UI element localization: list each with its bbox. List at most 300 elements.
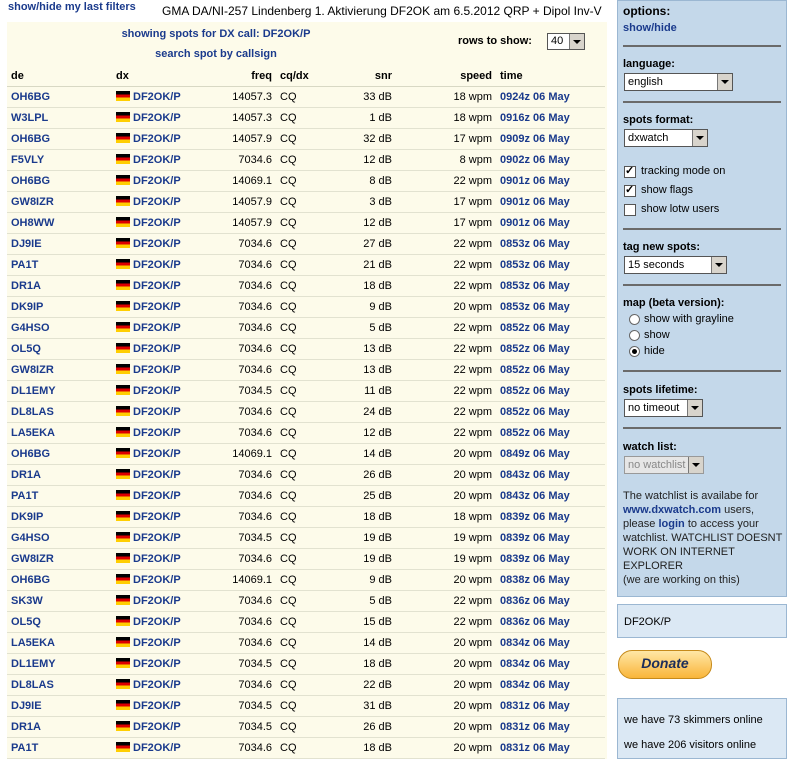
dx-callsign[interactable] — [112, 297, 206, 318]
germany-flag-icon — [116, 553, 130, 563]
radio-unselected-icon — [629, 330, 640, 341]
frequency-cell — [206, 213, 276, 234]
speed-cell-text: 22 wpm — [453, 280, 492, 292]
spotter-callsign[interactable] — [7, 213, 112, 234]
snr-cell-text: 27 dB — [363, 238, 392, 250]
frequency-cell-text: 7034.6 — [238, 238, 272, 250]
spotter-callsign[interactable] — [7, 360, 112, 381]
frequency-cell — [206, 87, 276, 108]
time-cell — [496, 486, 605, 507]
dx-callsign-text: DF2OK/P — [133, 553, 181, 565]
cq-cell — [276, 423, 336, 444]
dx-callsign-text: DF2OK/P — [133, 742, 181, 754]
time-cell — [496, 234, 605, 255]
snr-cell-text: 5 dB — [369, 322, 392, 334]
time-cell — [496, 612, 605, 633]
time-cell — [496, 717, 605, 738]
spots-format-select[interactable] — [624, 129, 708, 147]
dx-callsign-text: DF2OK/P — [133, 91, 181, 103]
snr-cell — [336, 171, 396, 192]
snr-cell-text: 21 dB — [363, 259, 392, 271]
time-cell-text: 0853z 06 May — [500, 238, 570, 250]
snr-cell — [336, 675, 396, 696]
germany-flag-icon — [116, 448, 130, 458]
column-header-cqdx: cq/dx — [276, 66, 336, 87]
dx-callsign[interactable] — [112, 696, 206, 717]
cq-cell-text: CQ — [280, 595, 297, 607]
frequency-cell — [206, 192, 276, 213]
donate-button[interactable]: Donate — [618, 650, 712, 679]
dx-callsign[interactable] — [112, 339, 206, 360]
speed-cell — [396, 570, 496, 591]
table-row — [7, 402, 605, 423]
spotter-callsign[interactable] — [7, 738, 112, 759]
cq-cell-text: CQ — [280, 259, 297, 271]
dx-callsign[interactable] — [112, 654, 206, 675]
spotter-callsign[interactable] — [7, 423, 112, 444]
spotter-callsign-text: OH6BG — [11, 175, 51, 187]
time-cell-text: 0853z 06 May — [500, 259, 570, 271]
spotter-callsign-text: G4HSO — [11, 322, 50, 334]
spotter-callsign[interactable] — [7, 444, 112, 465]
tag-new-spots-value: 15 seconds — [628, 259, 685, 271]
frequency-cell-text: 14069.1 — [232, 574, 272, 586]
speed-cell-text: 18 wpm — [453, 511, 492, 523]
cq-cell-text: CQ — [280, 196, 297, 208]
spotter-callsign-text: DL1EMY — [11, 385, 56, 397]
language-select[interactable] — [624, 73, 733, 91]
snr-cell — [336, 87, 396, 108]
speed-cell — [396, 213, 496, 234]
spotter-callsign[interactable] — [7, 234, 112, 255]
time-cell — [496, 444, 605, 465]
time-cell-text: 0901z 06 May — [500, 175, 570, 187]
time-cell-text: 0831z 06 May — [500, 700, 570, 712]
speed-cell-text: 22 wpm — [453, 364, 492, 376]
table-row — [7, 717, 605, 738]
spots-format-label: spots format: — [623, 114, 694, 126]
speed-cell-text: 20 wpm — [453, 490, 492, 502]
watchlist-text: watchlist. WATCHLIST DOESNT — [623, 532, 783, 544]
time-cell — [496, 528, 605, 549]
dx-callsign[interactable] — [112, 318, 206, 339]
table-row — [7, 108, 605, 129]
frequency-cell-text: 7034.6 — [238, 511, 272, 523]
dx-callsign[interactable] — [112, 570, 206, 591]
spotter-callsign[interactable] — [7, 402, 112, 423]
dx-callsign[interactable] — [112, 129, 206, 150]
time-cell — [496, 633, 605, 654]
speed-cell-text: 19 wpm — [453, 553, 492, 565]
dx-callsign[interactable] — [112, 591, 206, 612]
germany-flag-icon — [116, 742, 130, 752]
cq-cell — [276, 192, 336, 213]
snr-cell — [336, 696, 396, 717]
time-cell-text: 0852z 06 May — [500, 343, 570, 355]
frequency-cell-text: 7034.6 — [238, 364, 272, 376]
frequency-cell — [206, 255, 276, 276]
table-row — [7, 276, 605, 297]
germany-flag-icon — [116, 385, 130, 395]
cq-cell — [276, 255, 336, 276]
spotter-callsign[interactable] — [7, 255, 112, 276]
cq-cell — [276, 465, 336, 486]
watch-list-label: watch list: — [623, 441, 677, 453]
time-cell-text: 0838z 06 May — [500, 574, 570, 586]
time-cell — [496, 87, 605, 108]
cq-cell — [276, 129, 336, 150]
spotter-callsign-text: OH6BG — [11, 448, 51, 460]
speed-cell-text: 20 wpm — [453, 700, 492, 712]
dx-callsign[interactable] — [112, 612, 206, 633]
snr-cell-text: 9 dB — [369, 301, 392, 313]
frequency-cell — [206, 171, 276, 192]
showing-spots-link[interactable]: showing spots for DX call: DF2OK/P — [121, 28, 311, 40]
table-row — [7, 150, 605, 171]
spotter-callsign[interactable] — [7, 570, 112, 591]
time-cell-text: 0852z 06 May — [500, 364, 570, 376]
snr-cell-text: 11 dB — [364, 385, 392, 397]
table-row — [7, 360, 605, 381]
spotter-callsign[interactable] — [7, 150, 112, 171]
dx-callsign[interactable] — [112, 234, 206, 255]
dx-callsign[interactable] — [112, 402, 206, 423]
dx-callsign[interactable] — [112, 108, 206, 129]
table-row — [7, 696, 605, 717]
snr-cell — [336, 234, 396, 255]
speed-cell-text: 20 wpm — [453, 637, 492, 649]
time-cell-text: 0839z 06 May — [500, 532, 570, 544]
frequency-cell — [206, 360, 276, 381]
spotter-callsign[interactable] — [7, 507, 112, 528]
divider — [623, 370, 781, 372]
speed-cell-text: 22 wpm — [453, 259, 492, 271]
map-label: map (beta version): — [623, 297, 725, 309]
snr-cell — [336, 591, 396, 612]
tag-new-spots-select[interactable] — [624, 256, 727, 274]
dx-callsign[interactable] — [112, 192, 206, 213]
spotter-callsign-text: DL1EMY — [11, 658, 56, 670]
table-row — [7, 339, 605, 360]
dx-callsign-text: DF2OK/P — [133, 595, 181, 607]
frequency-cell-text: 7034.6 — [238, 301, 272, 313]
time-cell — [496, 297, 605, 318]
cq-cell — [276, 297, 336, 318]
spotter-callsign-text: GW8IZR — [11, 364, 54, 376]
spotter-callsign[interactable] — [7, 549, 112, 570]
search-callsign-link[interactable]: search spot by callsign — [155, 48, 277, 60]
speed-cell — [396, 738, 496, 759]
speed-cell-text: 22 wpm — [453, 595, 492, 607]
tracking-mode-label: tracking mode on — [641, 165, 726, 177]
time-cell-text: 0853z 06 May — [500, 280, 570, 292]
cq-cell-text: CQ — [280, 91, 297, 103]
frequency-cell — [206, 696, 276, 717]
dx-callsign[interactable] — [112, 486, 206, 507]
chevron-down-icon — [687, 400, 702, 416]
time-cell — [496, 381, 605, 402]
dx-callsign[interactable] — [112, 381, 206, 402]
time-cell — [496, 318, 605, 339]
speed-cell — [396, 297, 496, 318]
time-cell — [496, 507, 605, 528]
snr-cell-text: 1 dB — [369, 112, 392, 124]
time-cell — [496, 192, 605, 213]
frequency-cell-text: 14069.1 — [232, 448, 272, 460]
table-row — [7, 465, 605, 486]
show-flags-label: show flags — [641, 184, 693, 196]
time-cell-text: 0901z 06 May — [500, 196, 570, 208]
spotter-callsign[interactable] — [7, 591, 112, 612]
snr-cell — [336, 213, 396, 234]
cq-cell-text: CQ — [280, 112, 297, 124]
time-cell-text: 0831z 06 May — [500, 742, 570, 754]
dx-callsign[interactable] — [112, 549, 206, 570]
cq-cell — [276, 87, 336, 108]
germany-flag-icon — [116, 595, 130, 605]
frequency-cell-text: 7034.6 — [238, 742, 272, 754]
snr-cell — [336, 486, 396, 507]
time-cell-text: 0852z 06 May — [500, 406, 570, 418]
column-header-time: time — [496, 66, 605, 87]
spotter-callsign[interactable] — [7, 297, 112, 318]
spotter-callsign[interactable] — [7, 87, 112, 108]
cq-cell-text: CQ — [280, 154, 297, 166]
speed-cell-text: 20 wpm — [453, 448, 492, 460]
frequency-cell — [206, 717, 276, 738]
dx-callsign[interactable] — [112, 675, 206, 696]
germany-flag-icon — [116, 91, 130, 101]
frequency-cell-text: 7034.6 — [238, 679, 272, 691]
dx-callsign[interactable] — [112, 360, 206, 381]
frequency-cell — [206, 465, 276, 486]
filter-header — [7, 22, 607, 66]
spotter-callsign[interactable] — [7, 276, 112, 297]
speed-cell-text: 22 wpm — [453, 343, 492, 355]
dx-callsign-text: DF2OK/P — [133, 406, 181, 418]
germany-flag-icon — [116, 196, 130, 206]
speed-cell — [396, 465, 496, 486]
cq-cell — [276, 444, 336, 465]
time-cell — [496, 696, 605, 717]
frequency-cell-text: 7034.5 — [238, 658, 272, 670]
watchlist-text: please — [623, 518, 656, 530]
cq-cell-text: CQ — [280, 406, 297, 418]
dx-callsign-text: DF2OK/P — [133, 343, 181, 355]
cq-cell-text: CQ — [280, 511, 297, 523]
cq-cell — [276, 360, 336, 381]
dxwatch-link[interactable]: www.dxwatch.com — [623, 504, 722, 516]
time-cell — [496, 654, 605, 675]
speed-cell — [396, 276, 496, 297]
speed-cell — [396, 255, 496, 276]
speed-cell-text: 17 wpm — [453, 217, 492, 229]
dx-callsign-text: DF2OK/P — [133, 721, 181, 733]
snr-cell-text: 5 dB — [369, 595, 392, 607]
time-cell-text: 0849z 06 May — [500, 448, 570, 460]
rows-to-show-select[interactable] — [547, 33, 585, 50]
time-cell — [496, 129, 605, 150]
frequency-cell-text: 7034.6 — [238, 406, 272, 418]
speed-cell — [396, 654, 496, 675]
dx-callsign[interactable] — [112, 171, 206, 192]
spotter-callsign[interactable] — [7, 381, 112, 402]
table-row — [7, 297, 605, 318]
germany-flag-icon — [116, 616, 130, 626]
speed-cell — [396, 129, 496, 150]
spotter-callsign[interactable] — [7, 171, 112, 192]
time-cell — [496, 171, 605, 192]
table-row — [7, 444, 605, 465]
snr-cell — [336, 738, 396, 759]
time-cell-text: 0901z 06 May — [500, 217, 570, 229]
dx-callsign[interactable] — [112, 213, 206, 234]
time-cell — [496, 150, 605, 171]
dx-callsign[interactable] — [112, 150, 206, 171]
language-value: english — [628, 76, 663, 88]
spotter-callsign[interactable] — [7, 108, 112, 129]
dx-callsign[interactable] — [112, 87, 206, 108]
germany-flag-icon — [116, 343, 130, 353]
spotter-callsign-text: DR1A — [11, 469, 41, 481]
spotter-callsign[interactable] — [7, 129, 112, 150]
column-header-de: de — [7, 66, 112, 87]
watch-list-select — [624, 456, 704, 474]
dx-callsign-text: DF2OK/P — [133, 679, 181, 691]
dx-callsign[interactable] — [112, 528, 206, 549]
dx-callsign[interactable] — [112, 507, 206, 528]
show-hide-filters-link[interactable]: show/hide my last filters — [8, 1, 136, 13]
cq-cell-text: CQ — [280, 490, 297, 502]
frequency-cell-text: 14057.3 — [232, 112, 272, 124]
time-cell — [496, 402, 605, 423]
spotter-callsign-text: DR1A — [11, 721, 41, 733]
spotter-callsign[interactable] — [7, 465, 112, 486]
spots-lifetime-select[interactable] — [624, 399, 703, 417]
speed-cell — [396, 423, 496, 444]
speed-cell-text: 20 wpm — [453, 742, 492, 754]
dx-callsign-text: DF2OK/P — [133, 259, 181, 271]
dx-callsign[interactable] — [112, 423, 206, 444]
dx-callsign[interactable] — [112, 738, 206, 759]
snr-cell-text: 14 dB — [363, 448, 392, 460]
cq-cell — [276, 738, 336, 759]
cq-cell — [276, 276, 336, 297]
frequency-cell — [206, 108, 276, 129]
spotter-callsign-text: PA1T — [11, 742, 39, 754]
snr-cell — [336, 444, 396, 465]
current-call-box — [617, 604, 787, 638]
cq-cell — [276, 402, 336, 423]
snr-cell — [336, 129, 396, 150]
spotter-callsign[interactable] — [7, 486, 112, 507]
cq-cell — [276, 381, 336, 402]
cq-cell — [276, 339, 336, 360]
snr-cell — [336, 423, 396, 444]
dx-callsign-text: DF2OK/P — [133, 133, 181, 145]
dx-callsign[interactable] — [112, 276, 206, 297]
germany-flag-icon — [116, 133, 130, 143]
germany-flag-icon — [116, 574, 130, 584]
dx-callsign[interactable] — [112, 717, 206, 738]
snr-cell-text: 12 dB — [363, 427, 392, 439]
snr-cell-text: 12 dB — [363, 217, 392, 229]
snr-cell-text: 3 dB — [369, 196, 392, 208]
spotter-callsign-text: OH6BG — [11, 91, 51, 103]
snr-cell — [336, 381, 396, 402]
cq-cell — [276, 150, 336, 171]
snr-cell — [336, 297, 396, 318]
chevron-down-icon — [717, 74, 732, 90]
snr-cell-text: 26 dB — [363, 469, 392, 481]
frequency-cell — [206, 507, 276, 528]
frequency-cell-text: 14057.3 — [232, 91, 272, 103]
snr-cell — [336, 528, 396, 549]
frequency-cell-text: 7034.5 — [238, 721, 272, 733]
map-hide-label: hide — [644, 345, 665, 357]
dx-callsign[interactable] — [112, 633, 206, 654]
dx-callsign[interactable] — [112, 465, 206, 486]
time-cell-text: 0924z 06 May — [500, 91, 570, 103]
table-row — [7, 171, 605, 192]
speed-cell — [396, 234, 496, 255]
germany-flag-icon — [116, 406, 130, 416]
spots-lifetime-label: spots lifetime: — [623, 384, 698, 396]
speed-cell-text: 18 wpm — [453, 112, 492, 124]
spotter-callsign[interactable] — [7, 192, 112, 213]
table-row — [7, 423, 605, 444]
spotter-callsign[interactable] — [7, 633, 112, 654]
snr-cell — [336, 402, 396, 423]
options-show-hide-link[interactable]: show/hide — [623, 22, 677, 34]
frequency-cell-text: 7034.6 — [238, 259, 272, 271]
spotter-callsign[interactable] — [7, 717, 112, 738]
radio-selected-icon — [629, 346, 640, 357]
spotter-callsign[interactable] — [7, 528, 112, 549]
speed-cell-text: 20 wpm — [453, 469, 492, 481]
spotter-callsign[interactable] — [7, 612, 112, 633]
time-cell-text: 0843z 06 May — [500, 490, 570, 502]
snr-cell — [336, 654, 396, 675]
spots-panel — [7, 22, 607, 759]
frequency-cell — [206, 570, 276, 591]
login-link[interactable]: login — [658, 518, 685, 530]
spotter-callsign[interactable] — [7, 675, 112, 696]
dx-callsign[interactable] — [112, 444, 206, 465]
frequency-cell — [206, 486, 276, 507]
time-cell-text: 0852z 06 May — [500, 427, 570, 439]
time-cell-text: 0831z 06 May — [500, 721, 570, 733]
time-cell-text: 0853z 06 May — [500, 301, 570, 313]
speed-cell-text: 20 wpm — [453, 658, 492, 670]
dx-callsign[interactable] — [112, 255, 206, 276]
spotter-callsign[interactable] — [7, 654, 112, 675]
table-row — [7, 591, 605, 612]
watchlist-text: to access your — [687, 518, 759, 530]
speed-cell-text: 19 wpm — [453, 532, 492, 544]
cq-cell — [276, 234, 336, 255]
column-header-freq: freq — [206, 66, 276, 87]
spotter-callsign[interactable] — [7, 318, 112, 339]
germany-flag-icon — [116, 679, 130, 689]
cq-cell — [276, 171, 336, 192]
spotter-callsign[interactable] — [7, 339, 112, 360]
snr-cell-text: 22 dB — [363, 679, 392, 691]
cq-cell-text: CQ — [280, 553, 297, 565]
spotter-callsign[interactable] — [7, 696, 112, 717]
speed-cell — [396, 87, 496, 108]
germany-flag-icon — [116, 490, 130, 500]
